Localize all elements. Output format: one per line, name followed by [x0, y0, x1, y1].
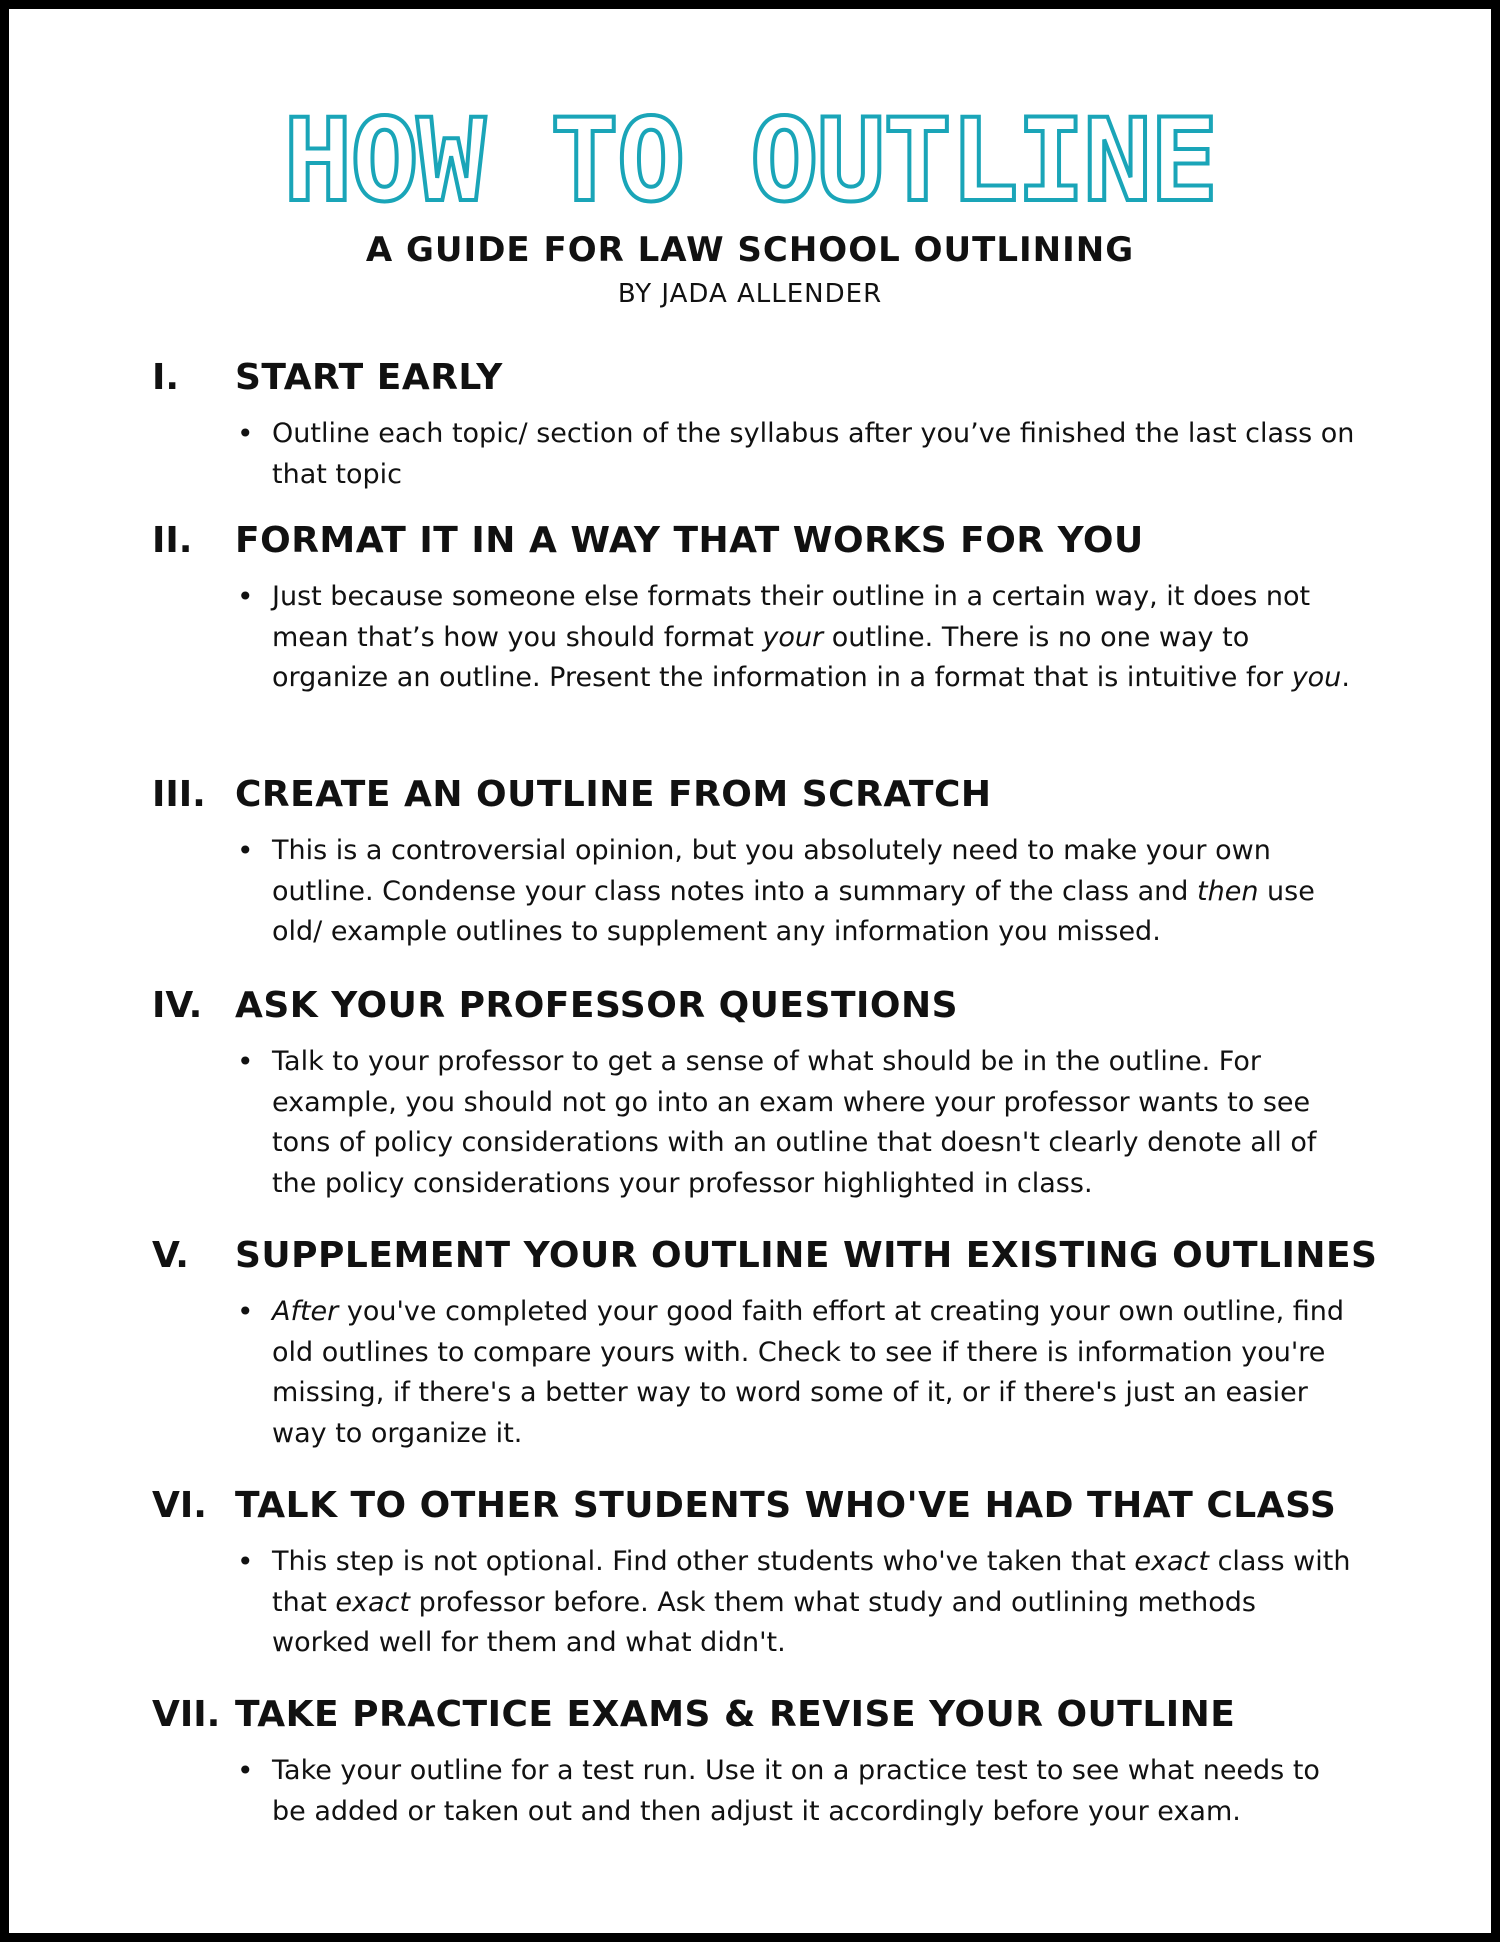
section-title: TALK TO OTHER STUDENTS WHO'VE HAD THAT CLASS — [235, 1485, 1337, 1526]
section-numeral: VI. — [152, 1485, 207, 1526]
bullet-icon: • — [237, 834, 254, 867]
section-heading — [9, 771, 1491, 819]
bullet-text-part: . — [1341, 662, 1350, 693]
bullet-text-part: professor before. Ask them what study and outlining methods worked well for them and what didn't. — [272, 1586, 1256, 1658]
bullet-emphasis: exact — [1134, 1546, 1209, 1577]
bullet-icon: • — [237, 1754, 254, 1787]
section-heading — [9, 1232, 1491, 1280]
section-heading — [9, 1482, 1491, 1530]
bullet-text — [272, 577, 1357, 699]
section-title: CREATE AN OUTLINE FROM SCRATCH — [235, 774, 992, 815]
bullet-item — [237, 577, 1357, 699]
bullet-emphasis: exact — [335, 1586, 410, 1618]
bullet-icon: • — [237, 580, 254, 613]
bullet-text-part: This step is not optional. Find other students who've taken that — [272, 1546, 1135, 1577]
bullet-emphasis: After — [272, 1296, 339, 1327]
bullet-text — [272, 1542, 1357, 1664]
section-numeral: IV. — [152, 985, 203, 1026]
bullet-item — [237, 1042, 1357, 1204]
section-6 — [9, 1482, 1491, 1664]
author-byline: BY JADA ALLENDER — [617, 279, 883, 309]
bullet-text-part: Just because someone else formats their outline in a certain way, it does not mean that’s how you should format — [272, 581, 1311, 653]
section-4 — [9, 982, 1491, 1204]
section-title: ASK YOUR PROFESSOR QUESTIONS — [235, 985, 959, 1026]
bullet-text-part: Talk to your professor to get a sense of what should be in the outline. For example, you should not go into an exam where your professor wants to see tons of policy considerations with an outline that doesn't clearly denote all of the policy considerations your professor highlighted in class. — [272, 1046, 1317, 1199]
section-title: START EARLY — [235, 357, 503, 398]
section-title: SUPPLEMENT YOUR OUTLINE WITH EXISTING OUTLINES — [235, 1235, 1378, 1276]
section-numeral: II. — [152, 520, 193, 561]
bullet-text-part: use old/ example outlines to supplement any information you missed. — [272, 875, 1315, 947]
bullet-text-part: you've completed your good faith effort at creating your own outline, find old outlines to compare yours with. Check to see if there is information you're missing, if there's a better way to word some of it, or if there's just an easier way to organize it. — [272, 1296, 1345, 1449]
bullet-text — [272, 1042, 1357, 1204]
section-heading — [9, 1691, 1491, 1739]
bullet-emphasis: you — [1291, 662, 1342, 693]
bullet-text — [272, 414, 1357, 495]
section-7 — [9, 1691, 1491, 1832]
bullet-text-part: class with that — [272, 1546, 1351, 1618]
bullet-icon: • — [237, 417, 254, 450]
bullet-text — [272, 1292, 1357, 1454]
bullet-item — [237, 1292, 1357, 1454]
page-subtitle: A GUIDE FOR LAW SCHOOL OUTLINING — [365, 230, 1135, 270]
bullet-icon: • — [237, 1295, 254, 1328]
bullet-emphasis: your — [762, 621, 824, 653]
section-1 — [9, 354, 1491, 495]
bullet-text-part: Take your outline for a test run. Use it on a practice test to see what needs to be added or taken out and then adjust it accordingly before your exam. — [272, 1755, 1320, 1827]
bullet-emphasis: then — [1197, 875, 1259, 907]
page-title: HOW TO OUTLINE — [283, 94, 1217, 227]
section-title: FORMAT IT IN A WAY THAT WORKS FOR YOU — [235, 520, 1144, 561]
bullet-text-part: outline. There is no one way to organize an outline. Present the information in a format that is intuitive for — [272, 621, 1292, 693]
section-heading — [9, 517, 1491, 565]
bullet-text-part: This is a controversial opinion, but you absolutely need to make your own outline. Condense your class notes into a summary of the class and — [272, 835, 1271, 907]
section-5 — [9, 1232, 1491, 1454]
bullet-text-part: Outline each topic/ section of the syllabus after you’ve finished the last class on that topic — [272, 418, 1355, 490]
bullet-item — [237, 414, 1357, 495]
section-numeral: III. — [152, 774, 206, 815]
section-2 — [9, 517, 1491, 699]
section-heading — [9, 982, 1491, 1030]
section-3 — [9, 771, 1491, 953]
section-numeral: I. — [152, 357, 180, 398]
section-heading — [9, 354, 1491, 402]
section-title: TAKE PRACTICE EXAMS & REVISE YOUR OUTLINE — [235, 1694, 1236, 1735]
section-numeral: VII. — [152, 1694, 221, 1735]
bullet-text — [272, 831, 1357, 953]
bullet-item — [237, 1751, 1357, 1832]
bullet-item — [237, 831, 1357, 953]
bullet-text — [272, 1751, 1357, 1832]
section-numeral: V. — [152, 1235, 189, 1276]
bullet-icon: • — [237, 1045, 254, 1078]
bullet-item — [237, 1542, 1357, 1664]
bullet-icon: • — [237, 1545, 254, 1578]
